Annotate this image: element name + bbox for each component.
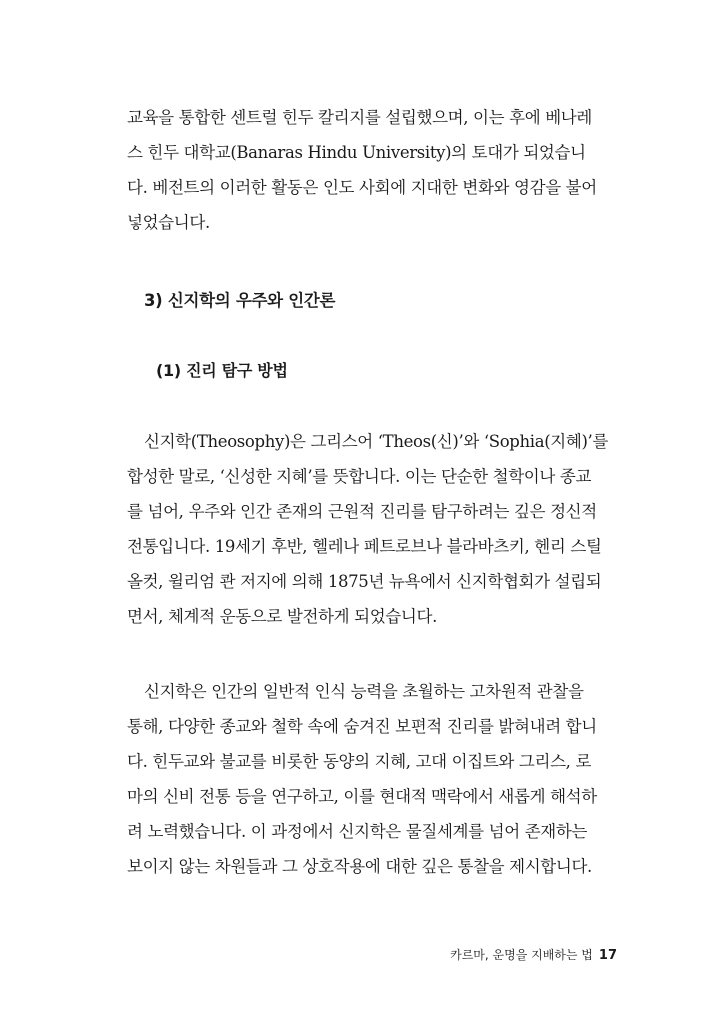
text-line: 다. 힌두교와 불교를 비롯한 동양의 지혜, 고대 이집트와 그리스, 로 bbox=[127, 752, 592, 771]
text-line: 스 힌두 대학교(Banaras Hindu University)의 토대가 되었습니 bbox=[127, 143, 586, 162]
text-line: 올컷, 윌리엄 콴 저지에 의해 1875년 뉴욕에서 신지학협회가 설립되 bbox=[127, 572, 602, 591]
text-line: 마의 신비 전통 등을 연구하고, 이를 현대적 맥락에서 새롭게 해석하 bbox=[127, 787, 597, 806]
text-line: 교육을 통합한 센트럴 힌두 칼리지를 설립했으며, 이는 후에 베나레 bbox=[127, 108, 592, 127]
book-title: 카르마, 운명을 지배하는 법 bbox=[450, 948, 593, 962]
subsection-heading: (1) 진리 탐구 방법 bbox=[156, 361, 288, 380]
section-heading: 3) 신지학의 우주와 인간론 bbox=[144, 291, 336, 310]
text-line: 다. 베전트의 이러한 활동은 인도 사회에 지대한 변화와 영감을 불어 bbox=[127, 178, 597, 197]
text-line: 신지학은 인간의 일반적 인식 능력을 초월하는 고차원적 관찰을 bbox=[144, 682, 584, 701]
paragraph-theosophy-definition bbox=[127, 424, 617, 634]
text-line: 전통입니다. 19세기 후반, 헬레나 페트로브나 블라바츠키, 헨리 스틸 bbox=[127, 537, 602, 556]
paragraph-intro bbox=[127, 100, 617, 240]
text-line: 를 넘어, 우주와 인간 존재의 근원적 진리를 탐구하려는 깊은 정신적 bbox=[127, 502, 597, 521]
text-line: 합성한 말로, ‘신성한 지혜’를 뜻합니다. 이는 단순한 철학이나 종교 bbox=[127, 467, 592, 486]
text-line: 려 노력했습니다. 이 과정에서 신지학은 물질세계를 넘어 존재하는 bbox=[127, 822, 588, 841]
page-footer bbox=[450, 946, 617, 963]
paragraph-theosophy-method bbox=[127, 674, 617, 884]
text-line: 넣었습니다. bbox=[127, 213, 210, 232]
text-line: 면서, 체계적 운동으로 발전하게 되었습니다. bbox=[127, 607, 437, 626]
text-line: 신지학(Theosophy)은 그리스어 ‘Theos(신)’와 ‘Sophia(지혜)’를 bbox=[144, 432, 609, 451]
page-number: 17 bbox=[598, 948, 617, 963]
text-line: 통해, 다양한 종교와 철학 속에 숨겨진 보편적 진리를 밝혀내려 합니 bbox=[127, 717, 597, 736]
text-line: 보이지 않는 차원들과 그 상호작용에 대한 깊은 통찰을 제시합니다. bbox=[127, 857, 592, 876]
